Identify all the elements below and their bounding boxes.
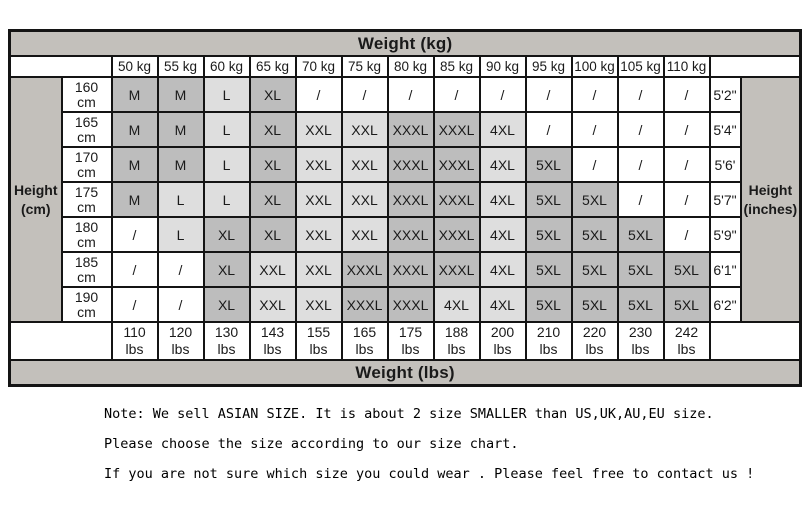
kg-column-header: 75 kg xyxy=(342,56,388,77)
size-cell: XXXL xyxy=(388,112,434,147)
size-row-160cm xyxy=(10,77,801,112)
size-cell: XL xyxy=(250,217,296,252)
weight-lbs-cell: 230 lbs xyxy=(618,322,664,360)
size-row-170cm xyxy=(10,147,801,182)
size-cell: / xyxy=(526,112,572,147)
kg-column-header: 85 kg xyxy=(434,56,480,77)
weight-lbs-cell: 143 lbs xyxy=(250,322,296,360)
size-cell: XXXL xyxy=(388,217,434,252)
size-cell: 5XL xyxy=(664,252,710,287)
size-cell: / xyxy=(388,77,434,112)
size-cell: / xyxy=(618,147,664,182)
size-cell: XXL xyxy=(250,252,296,287)
height-cm-cell: 180 cm xyxy=(62,217,112,252)
size-cell: XXXL xyxy=(434,147,480,182)
height-inches-cell: 5'7" xyxy=(710,182,741,217)
note-line-3: If you are not sure which size you could wear . Please feel free to contact us ! xyxy=(104,466,755,482)
size-cell: / xyxy=(526,77,572,112)
size-cell: XL xyxy=(250,112,296,147)
size-cell: 4XL xyxy=(480,217,526,252)
weight-lbs-cell: 220 lbs xyxy=(572,322,618,360)
weight-lbs-cell: 120 lbs xyxy=(158,322,204,360)
height-inches-cell: 6'1" xyxy=(710,252,741,287)
height-inches-cell: 5'4" xyxy=(710,112,741,147)
size-cell: XXL xyxy=(296,147,342,182)
height-inches-cell: 6'2" xyxy=(710,287,741,322)
size-cell: / xyxy=(664,147,710,182)
height-cm-cell: 165 cm xyxy=(62,112,112,147)
size-cell: XXXL xyxy=(434,217,480,252)
size-cell: M xyxy=(112,77,158,112)
kg-column-header: 65 kg xyxy=(250,56,296,77)
weight-lbs-cell: 165 lbs xyxy=(342,322,388,360)
size-cell: XXL xyxy=(342,217,388,252)
height-cm-cell: 175 cm xyxy=(62,182,112,217)
size-cell: 5XL xyxy=(526,217,572,252)
size-cell: / xyxy=(480,77,526,112)
size-cell: M xyxy=(112,147,158,182)
size-cell: 5XL xyxy=(572,182,618,217)
size-row-180cm xyxy=(10,217,801,252)
size-cell: 5XL xyxy=(526,182,572,217)
weight-lbs-cell: 175 lbs xyxy=(388,322,434,360)
weight-lbs-cell: 110 lbs xyxy=(112,322,158,360)
size-cell: / xyxy=(664,217,710,252)
size-cell: L xyxy=(158,182,204,217)
height-inches-cell: 5'2" xyxy=(710,77,741,112)
size-cell: / xyxy=(618,112,664,147)
size-cell: / xyxy=(572,77,618,112)
kg-column-header: 70 kg xyxy=(296,56,342,77)
weight-lbs-cell: 210 lbs xyxy=(526,322,572,360)
size-cell: / xyxy=(664,182,710,217)
size-cell: 5XL xyxy=(572,252,618,287)
size-cell: L xyxy=(204,147,250,182)
kg-column-header: 95 kg xyxy=(526,56,572,77)
size-cell: XXL xyxy=(296,252,342,287)
size-cell: 4XL xyxy=(480,287,526,322)
size-row-175cm xyxy=(10,182,801,217)
size-cell: 5XL xyxy=(618,252,664,287)
size-cell: 4XL xyxy=(480,147,526,182)
size-cell: XL xyxy=(204,217,250,252)
kg-column-header: 90 kg xyxy=(480,56,526,77)
size-cell: / xyxy=(296,77,342,112)
weight-lbs-cell: 155 lbs xyxy=(296,322,342,360)
weight-lbs-cell: 188 lbs xyxy=(434,322,480,360)
size-row-165cm xyxy=(10,112,801,147)
size-cell: 4XL xyxy=(480,112,526,147)
size-cell: / xyxy=(158,287,204,322)
lbs-row-left-blank xyxy=(10,322,112,360)
size-cell: 4XL xyxy=(434,287,480,322)
height-cm-cell: 160 cm xyxy=(62,77,112,112)
kg-column-header: 110 kg xyxy=(664,56,710,77)
lbs-row-right-blank xyxy=(710,322,801,360)
size-cell: L xyxy=(204,77,250,112)
kg-row-left-blank xyxy=(10,56,112,77)
size-cell: XXXL xyxy=(434,182,480,217)
weight-lbs-cell: 242 lbs xyxy=(664,322,710,360)
size-row-185cm xyxy=(10,252,801,287)
size-cell: XXL xyxy=(296,217,342,252)
size-row-190cm xyxy=(10,287,801,322)
size-cell: / xyxy=(618,182,664,217)
kg-column-header: 80 kg xyxy=(388,56,434,77)
size-cell: / xyxy=(342,77,388,112)
size-cell: M xyxy=(112,112,158,147)
height-inches-cell: 5'9" xyxy=(710,217,741,252)
kg-columns-row xyxy=(10,56,801,77)
weight-lbs-footer-row xyxy=(10,360,801,386)
weight-lbs-cell: 130 lbs xyxy=(204,322,250,360)
size-cell: M xyxy=(112,182,158,217)
size-cell: L xyxy=(204,182,250,217)
size-cell: XXL xyxy=(250,287,296,322)
size-cell: / xyxy=(158,252,204,287)
size-cell: / xyxy=(112,287,158,322)
kg-column-header: 50 kg xyxy=(112,56,158,77)
size-cell: M xyxy=(158,77,204,112)
size-cell: XXXL xyxy=(342,287,388,322)
size-cell: XL xyxy=(250,77,296,112)
size-cell: 4XL xyxy=(480,182,526,217)
size-cell: XXL xyxy=(342,112,388,147)
size-chart-table xyxy=(8,29,802,387)
size-cell: XXL xyxy=(296,112,342,147)
size-cell: / xyxy=(112,217,158,252)
size-cell: XL xyxy=(204,252,250,287)
height-cm-cell: 170 cm xyxy=(62,147,112,182)
size-cell: XXL xyxy=(342,182,388,217)
size-cell: / xyxy=(434,77,480,112)
size-cell: XXL xyxy=(296,287,342,322)
note-line-2: Please choose the size according to our size chart. xyxy=(104,436,519,452)
size-cell: / xyxy=(572,147,618,182)
size-cell: XXXL xyxy=(388,252,434,287)
weight-kg-title: Weight (kg) xyxy=(10,31,801,57)
size-cell: L xyxy=(158,217,204,252)
size-cell: 5XL xyxy=(526,252,572,287)
weight-lbs-cell: 200 lbs xyxy=(480,322,526,360)
height-cm-axis-label: Height (cm) xyxy=(10,77,62,322)
size-cell: / xyxy=(664,77,710,112)
height-inches-cell: 5'6' xyxy=(710,147,741,182)
kg-row-right-blank xyxy=(710,56,801,77)
height-cm-cell: 190 cm xyxy=(62,287,112,322)
size-cell: XXXL xyxy=(388,147,434,182)
note-line-1: Note: We sell ASIAN SIZE. It is about 2 size SMALLER than US,UK,AU,EU size. xyxy=(104,406,714,422)
size-cell: XXL xyxy=(342,147,388,182)
size-cell: XXL xyxy=(296,182,342,217)
size-cell: / xyxy=(112,252,158,287)
kg-column-header: 55 kg xyxy=(158,56,204,77)
size-cell: 5XL xyxy=(618,217,664,252)
size-cell: M xyxy=(158,112,204,147)
size-cell: XXXL xyxy=(388,182,434,217)
kg-column-header: 105 kg xyxy=(618,56,664,77)
size-cell: / xyxy=(572,112,618,147)
size-cell: XXXL xyxy=(342,252,388,287)
size-cell: 5XL xyxy=(526,147,572,182)
size-cell: 5XL xyxy=(572,287,618,322)
size-cell: / xyxy=(618,77,664,112)
weight-kg-header-row xyxy=(10,31,801,57)
size-cell: XXXL xyxy=(434,252,480,287)
size-cell: XXXL xyxy=(388,287,434,322)
height-cm-cell: 185 cm xyxy=(62,252,112,287)
size-cell: XL xyxy=(204,287,250,322)
size-cell: XL xyxy=(250,147,296,182)
size-cell: XL xyxy=(250,182,296,217)
size-cell: XXXL xyxy=(434,112,480,147)
kg-column-header: 60 kg xyxy=(204,56,250,77)
size-cell: M xyxy=(158,147,204,182)
size-cell: 5XL xyxy=(664,287,710,322)
size-cell: L xyxy=(204,112,250,147)
size-cell: 4XL xyxy=(480,252,526,287)
weight-lbs-title: Weight (lbs) xyxy=(10,360,801,386)
size-cell: / xyxy=(664,112,710,147)
notes-block xyxy=(104,406,810,482)
size-cell: 5XL xyxy=(572,217,618,252)
size-cell: 5XL xyxy=(618,287,664,322)
kg-column-header: 100 kg xyxy=(572,56,618,77)
lbs-values-row xyxy=(10,322,801,360)
height-inches-axis-label: Height (inches) xyxy=(741,77,801,322)
size-cell: 5XL xyxy=(526,287,572,322)
